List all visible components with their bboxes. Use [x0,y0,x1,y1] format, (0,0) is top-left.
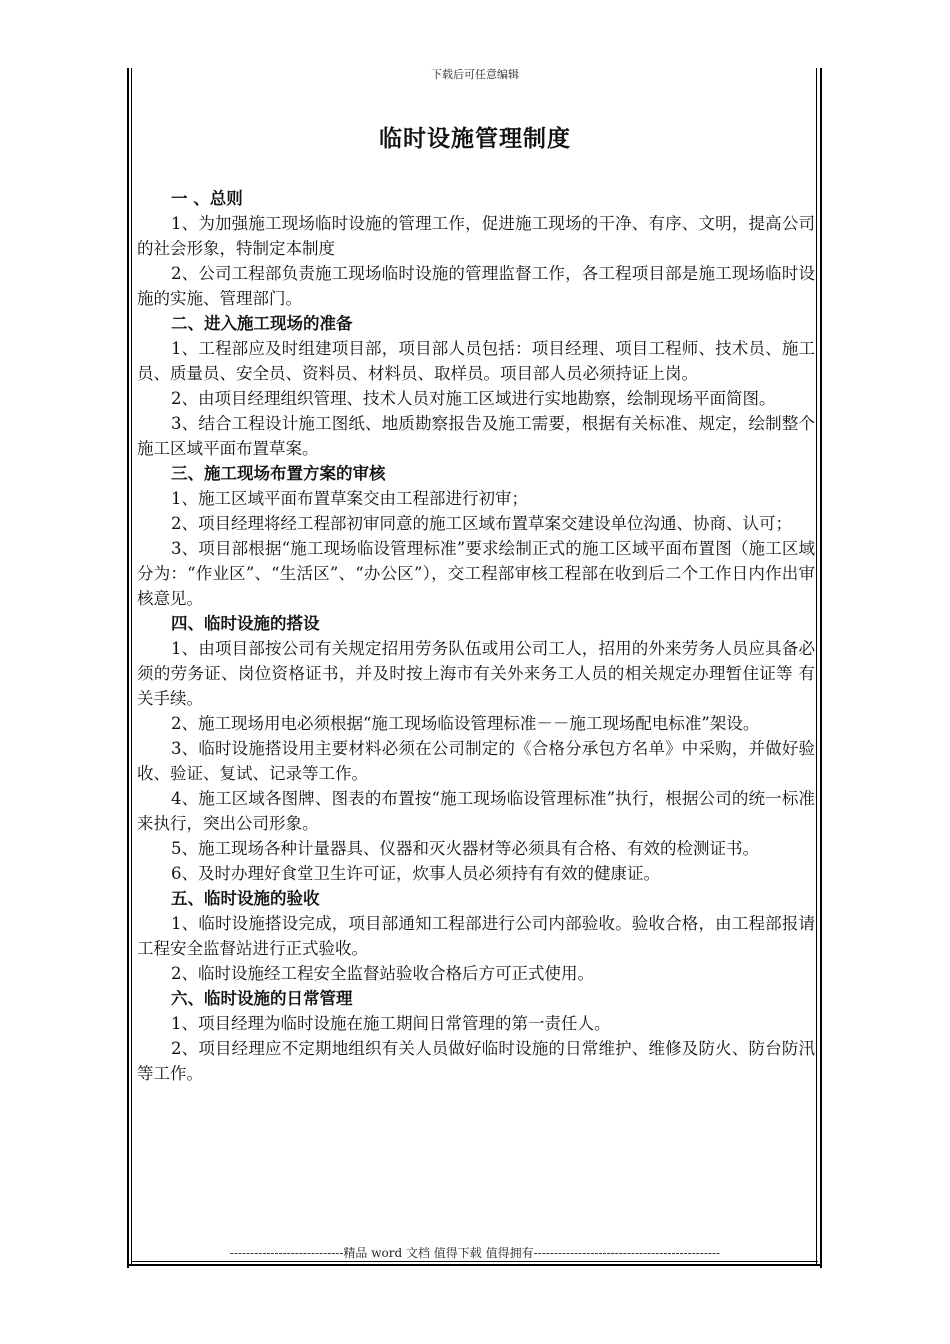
section-heading: 三、施工现场布置方案的审核 [171,464,386,483]
paragraph: 3、临时设施搭设用主要材料必须在公司制定的《合格分承包方名单》中采购，并做好验收、验证、复试、记录等工作。 [137,739,815,783]
paragraph: 1、施工区域平面布置草案交由工程部进行初审； [171,489,528,508]
paragraph: 2、施工现场用电必须根据“施工现场临设管理标准－－施工现场配电标准”架设。 [171,714,760,733]
paragraph: 2、由项目经理组织管理、技术人员对施工区域进行实地勘察，绘制现场平面简图。 [171,389,776,408]
paragraph: 6、及时办理好食堂卫生许可证，炊事人员必须持有有效的健康证。 [171,864,660,883]
paragraph: 2、临时设施经工程安全监督站验收合格后方可正式使用。 [171,964,594,983]
page-frame-bottom-border [127,1264,822,1266]
paragraph: 2、公司工程部负责施工现场临时设施的管理监督工作，各工程项目部是施工现场临时设施的实施、管理部门。 [137,264,815,308]
paragraph: 1、工程部应及时组建项目部，项目部人员包括：项目经理、项目工程师、技术员、施工员、质量员、安全员、资料员、材料员、取样员。项目部人员必须持证上岗。 [137,339,815,383]
paragraph: 2、项目经理应不定期地组织有关人员做好临时设施的日常维护、维修及防火、防台防汛等工作。 [137,1039,815,1083]
section-heading: 四、临时设施的搭设 [171,614,320,633]
page-frame-right-inner-border [816,68,817,1266]
section-layout-review [137,461,815,611]
footer-note: ----------------------------精品 word 文档 值得下载 值得拥有---------------------------------------------- [229,1246,721,1260]
paragraph: 1、为加强施工现场临时设施的管理工作，促进施工现场的干净、有序、文明，提高公司的社会形象，特制定本制度 [137,214,815,258]
document-body [137,186,815,1086]
paragraph: 3、结合工程设计施工图纸、地质勘察报告及施工需要，根据有关标准、规定，绘制整个施工区域平面布置草案。 [137,414,815,458]
paragraph: 1、由项目部按公司有关规定招用劳务队伍或用公司工人，招用的外来劳务人员应具备必须的劳务证、岗位资格证书，并及时按上海市有关外来务工人员的相关规定办理暂住证等 有关手续。 [137,639,815,708]
page-frame-left-inner-border [131,68,132,1266]
section-heading: 二、进入施工现场的准备 [171,314,353,333]
section-site-preparation [137,311,815,461]
paragraph: 4、施工区域各图牌、图表的布置按“施工现场临设管理标准”执行，根据公司的统一标准来执行，突出公司形象。 [137,789,815,833]
section-heading: 一 、总则 [171,189,243,208]
page-frame-left-border [127,68,129,1268]
section-heading: 五、临时设施的验收 [171,889,320,908]
section-facility-construction [137,611,815,886]
section-acceptance [137,886,815,986]
section-general [137,186,815,311]
paragraph: 1、临时设施搭设完成，项目部通知工程部进行公司内部验收。验收合格，由工程部报请工程安全监督站进行正式验收。 [137,914,815,958]
paragraph: 3、项目部根据“施工现场临设管理标准”要求绘制正式的施工区域平面布置图（施工区域分为：“作业区”、“生活区”、“办公区”），交工程部审核工程部在收到后二个工作日内作出审核意见。 [137,539,815,608]
section-daily-management [137,986,815,1086]
section-heading: 六、临时设施的日常管理 [171,989,353,1008]
document-title: 临时设施管理制度 [379,125,571,152]
header-note: 下载后可任意编辑 [431,68,519,81]
paragraph: 1、项目经理为临时设施在施工期间日常管理的第一责任人。 [171,1014,611,1033]
page-frame-right-border [820,68,822,1268]
page-frame-bottom-inner-border [131,1261,818,1262]
paragraph: 2、项目经理将经工程部初审同意的施工区域布置草案交建设单位沟通、协商、认可； [171,514,792,533]
paragraph: 5、施工现场各种计量器具、仪器和灭火器材等必须具有合格、有效的检测证书。 [171,839,759,858]
